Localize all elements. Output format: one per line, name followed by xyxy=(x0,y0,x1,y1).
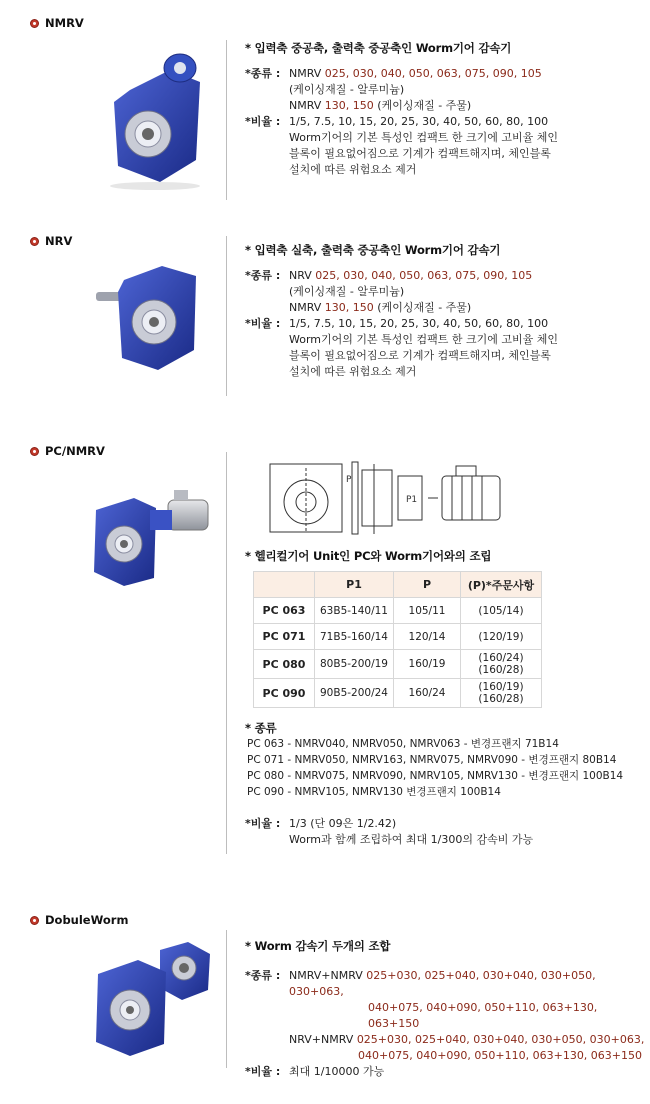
table-row xyxy=(254,679,542,708)
headline: * 입력축 실축, 출력축 중공축인 Worm기어 감속기 xyxy=(245,243,501,257)
order-cell: (105/14) xyxy=(461,598,542,624)
type-values: 025+030, 025+040, 030+040, 030+050, 030+063, xyxy=(356,1033,645,1046)
section-title-nrv xyxy=(30,234,72,248)
type-note: (케이싱재질 - 주물) xyxy=(377,99,472,112)
pc-types xyxy=(245,720,623,848)
type-label: *종류 : xyxy=(245,969,281,982)
col-header xyxy=(254,572,315,598)
order-value: (160/19) xyxy=(478,681,524,693)
type-prefix: NMRV xyxy=(289,67,322,80)
doubleworm-gearbox-image xyxy=(90,938,220,1062)
pc-headline xyxy=(245,548,491,564)
pc-spec-table xyxy=(253,571,542,708)
section-title-text: PC/NMRV xyxy=(45,444,105,458)
type-prefix: NRV+NMRV xyxy=(289,1033,354,1046)
table-header-row xyxy=(254,572,542,598)
type-values: 025+030, 025+040, 030+040, 030+050, 030+063, xyxy=(289,969,596,998)
order-value: (160/28) xyxy=(478,664,524,676)
type-values: 040+075, 040+090, 050+110, 063+130, 063+150 xyxy=(358,1049,643,1062)
type-label: *종류 : xyxy=(245,67,281,80)
ratio-values: 1/3 (단 09은 1/2.42) xyxy=(289,817,397,830)
ratio-values: 최대 1/10000 가능 xyxy=(289,1065,385,1078)
type-values: 040+075, 040+090, 050+110, 063+130, 063+150 xyxy=(368,1001,598,1030)
diagram-label-p: P xyxy=(346,475,352,485)
divider-line xyxy=(226,452,227,854)
ratio-values: 1/5, 7.5, 10, 15, 20, 25, 30, 40, 50, 60, 80, 100 xyxy=(289,317,549,330)
doubleworm-description xyxy=(245,938,650,1080)
table-row xyxy=(254,598,542,624)
diagram-label-p1: P1 xyxy=(406,495,418,505)
order-cell xyxy=(461,679,542,708)
table-row xyxy=(254,650,542,679)
bullet-icon xyxy=(30,237,39,246)
nmrv-gearbox-image xyxy=(100,50,210,194)
model-cell: PC 080 xyxy=(254,650,315,679)
order-cell xyxy=(461,650,542,679)
ratio-label: *비율 : xyxy=(245,115,281,128)
bullet-icon xyxy=(30,916,39,925)
section-title-text: NRV xyxy=(45,234,73,248)
headline: * Worm 감속기 두개의 조합 xyxy=(245,939,391,953)
p-cell: 160/19 xyxy=(394,650,461,679)
headline: * 입력축 중공축, 출력축 중공축인 Worm기어 감속기 xyxy=(245,41,512,55)
order-value: (160/24) xyxy=(478,652,524,664)
ratio-values: 1/5, 7.5, 10, 15, 20, 25, 30, 40, 50, 60, 80, 100 xyxy=(289,115,549,128)
ratio-label: *비율 : xyxy=(245,317,281,330)
p1-cell: 90B5-200/24 xyxy=(315,679,394,708)
type-line: PC 090 - NMRV105, NMRV130 변경프랜지 100B14 xyxy=(247,786,501,798)
p-cell: 105/11 xyxy=(394,598,461,624)
divider-line xyxy=(226,40,227,200)
col-header: P1 xyxy=(315,572,394,598)
table-row xyxy=(254,624,542,650)
type-values: 130, 150 xyxy=(324,99,374,112)
type-values: 025, 030, 040, 050, 063, 075, 090, 105 xyxy=(324,67,542,80)
divider-line xyxy=(226,930,227,1068)
p1-cell: 71B5-160/14 xyxy=(315,624,394,650)
desc-line: 블록이 필요없어짐으로 기계가 컴팩트해지며, 체인블록 xyxy=(289,349,551,362)
col-header: P xyxy=(394,572,461,598)
nrv-description xyxy=(245,242,558,380)
section-title-pc-nmrv xyxy=(30,444,105,458)
p1-cell: 63B5-140/11 xyxy=(315,598,394,624)
order-cell: (120/19) xyxy=(461,624,542,650)
type-note: (케이싱재질 - 주물) xyxy=(377,301,472,314)
type-note: (케이싱재질 - 알루미늄) xyxy=(289,83,405,96)
type-prefix: NMRV xyxy=(289,99,322,112)
type-line: PC 080 - NMRV075, NMRV090, NMRV105, NMRV130 - 변경프랜지 100B14 xyxy=(247,770,624,782)
model-cell: PC 071 xyxy=(254,624,315,650)
p-cell: 120/14 xyxy=(394,624,461,650)
divider-line xyxy=(226,236,227,396)
section-title-nmrv xyxy=(30,16,84,30)
type-prefix: NMRV xyxy=(289,301,322,314)
type-values: 130, 150 xyxy=(324,301,374,314)
nrv-gearbox-image xyxy=(92,262,204,378)
type-note: (케이싱재질 - 알루미늄) xyxy=(289,285,405,298)
col-header: (P)*주문사항 xyxy=(461,572,542,598)
ratio-label: *비율 : xyxy=(245,817,281,830)
desc-line: 설치에 따른 위험요소 제거 xyxy=(289,163,417,176)
order-value: (160/28) xyxy=(478,693,524,705)
ratio-desc: Worm과 함께 조립하여 최대 1/300의 감속비 가능 xyxy=(289,833,534,846)
type-prefix: NRV xyxy=(289,269,312,282)
type-line: PC 063 - NMRV040, NMRV050, NMRV063 - 변경프랜지 71B14 xyxy=(247,738,559,750)
section-title-text: NMRV xyxy=(45,16,84,30)
type-label: *종류 : xyxy=(245,269,281,282)
type-line: PC 071 - NMRV050, NMRV163, NMRV075, NMRV090 - 변경프랜지 80B14 xyxy=(247,754,617,766)
pc-nmrv-dimension-diagram xyxy=(266,458,526,542)
bullet-icon xyxy=(30,447,39,456)
model-cell: PC 063 xyxy=(254,598,315,624)
desc-line: 설치에 따른 위험요소 제거 xyxy=(289,365,417,378)
bullet-icon xyxy=(30,19,39,28)
section-title-doubleworm xyxy=(30,913,128,927)
section-title-text: DobuleWorm xyxy=(45,913,129,927)
nmrv-description xyxy=(245,40,558,178)
desc-line: Worm기어의 기본 특성인 컴팩트 한 크기에 고비율 체인 xyxy=(289,333,559,346)
p1-cell: 80B5-200/19 xyxy=(315,650,394,679)
headline: * 헬리컬기어 Unit인 PC와 Worm기어와의 조립 xyxy=(245,549,492,563)
pc-nmrv-gearbox-image xyxy=(90,488,220,592)
desc-line: 블록이 필요없어짐으로 기계가 컴팩트해지며, 체인블록 xyxy=(289,147,551,160)
p-cell: 160/24 xyxy=(394,679,461,708)
desc-line: Worm기어의 기본 특성인 컴팩트 한 크기에 고비율 체인 xyxy=(289,131,559,144)
type-values: 025, 030, 040, 050, 063, 075, 090, 105 xyxy=(315,269,533,282)
types-label: * 종류 xyxy=(245,721,277,735)
model-cell: PC 090 xyxy=(254,679,315,708)
ratio-label: *비율 : xyxy=(245,1065,281,1078)
type-prefix: NMRV+NMRV xyxy=(289,969,363,982)
